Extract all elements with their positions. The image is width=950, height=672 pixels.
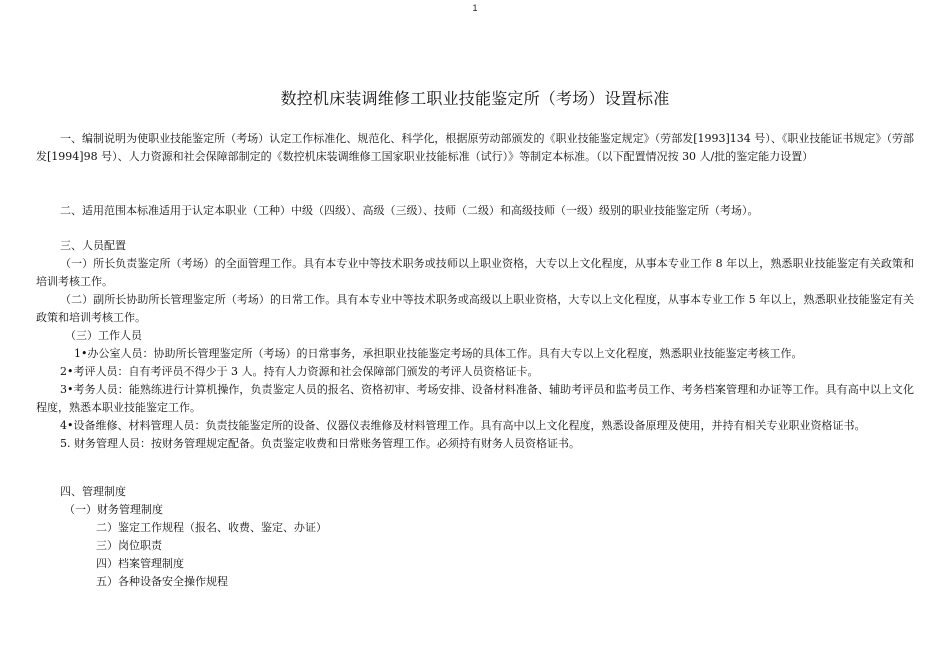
rule-finance: （一）财务管理制度: [64, 503, 163, 516]
section-staffing: [36, 237, 914, 453]
staff-finance: 5. 财务管理人员：按财务管理规定配备。负责鉴定收费和日常账务管理工作。必须持有财务人员资格证书。: [60, 437, 580, 450]
page-number: 1: [472, 3, 478, 13]
rule-duties: 三）岗位职责: [96, 539, 162, 552]
section-scope: [36, 202, 914, 220]
section-management-system: [36, 483, 914, 591]
section-2-text: 二、适用范围本标准适用于认定本职业（工种）中级（四级）、高级（三级）、技师（二级）和高级技师（一级）级别的职业技能鉴定所（考场）。: [60, 204, 759, 217]
staff-evaluators: 2•考评人员：自有考评员不得少于 3 人。持有人力资源和社会保障部门颁发的考评人员资格证卡。: [60, 365, 539, 378]
deputy-director-requirements: （二）副所长协助所长管理鉴定所（考场）的日常工作。具有本专业中等技术职务或高级以上职业资格，大专以上文化程度，从事本专业工作 5 年以上，熟悉职业技能鉴定有关政策和培训考核工作。: [36, 293, 914, 324]
staff-equipment: 4•设备维修、材料管理人员：负责技能鉴定所的设备、仪器仪表维修及材料管理工作。具有高中以上文化程度，熟悉设备原理及使用，并持有相关专业职业资格证书。: [60, 419, 866, 432]
director-requirements: （一）所长负责鉴定所（考场）的全面管理工作。具有本专业中等技术职务或技师以上职业资格，大专以上文化程度，从事本专业工作 8 年以上，熟悉职业技能鉴定有关政策和培训考核工作。: [36, 257, 914, 288]
staff-office: 1•办公室人员：协助所长管理鉴定所（考场）的日常事务，承担职业技能鉴定考场的具体工作。具有大专以上文化程度，熟悉职业技能鉴定考核工作。: [74, 347, 803, 360]
rule-procedure: 二）鉴定工作规程（报名、收费、鉴定、办证）: [96, 521, 327, 534]
staff-heading: （三）工作人员: [65, 329, 142, 342]
document-title: 数控机床装调维修工职业技能鉴定所（考场）设置标准: [280, 89, 670, 108]
staff-exam-affairs: 3•考务人员：能熟练进行计算机操作，负责鉴定人员的报名、资格初审、考场安排、设备材料准备、辅助考评员和监考员工作、考务档案管理和办证等工作。具有高中以上文化程度，熟悉本职业技能鉴定工作。: [36, 383, 914, 414]
section-3-heading: 三、人员配置: [60, 239, 126, 252]
section-4-heading: 四、管理制度: [60, 485, 126, 498]
rule-safety: 五）各种设备安全操作规程: [96, 575, 228, 588]
rule-archives: 四）档案管理制度: [96, 557, 184, 570]
section-compilation-note: [36, 130, 914, 166]
section-1-text: 一、编制说明为使职业技能鉴定所（考场）认定工作标准化、规范化、科学化，根据原劳动部颁发的《职业技能鉴定规定》（劳部发[1993]134 号）、《职业技能证书规定》（劳部发[1994]98 号）、人力资源和社会保障部制定的《数控机床装调维修工国家职业技能标准（试行）》等制定本标准。（以下配置情况按 30 人/批的鉴定能力设置）: [36, 132, 914, 163]
